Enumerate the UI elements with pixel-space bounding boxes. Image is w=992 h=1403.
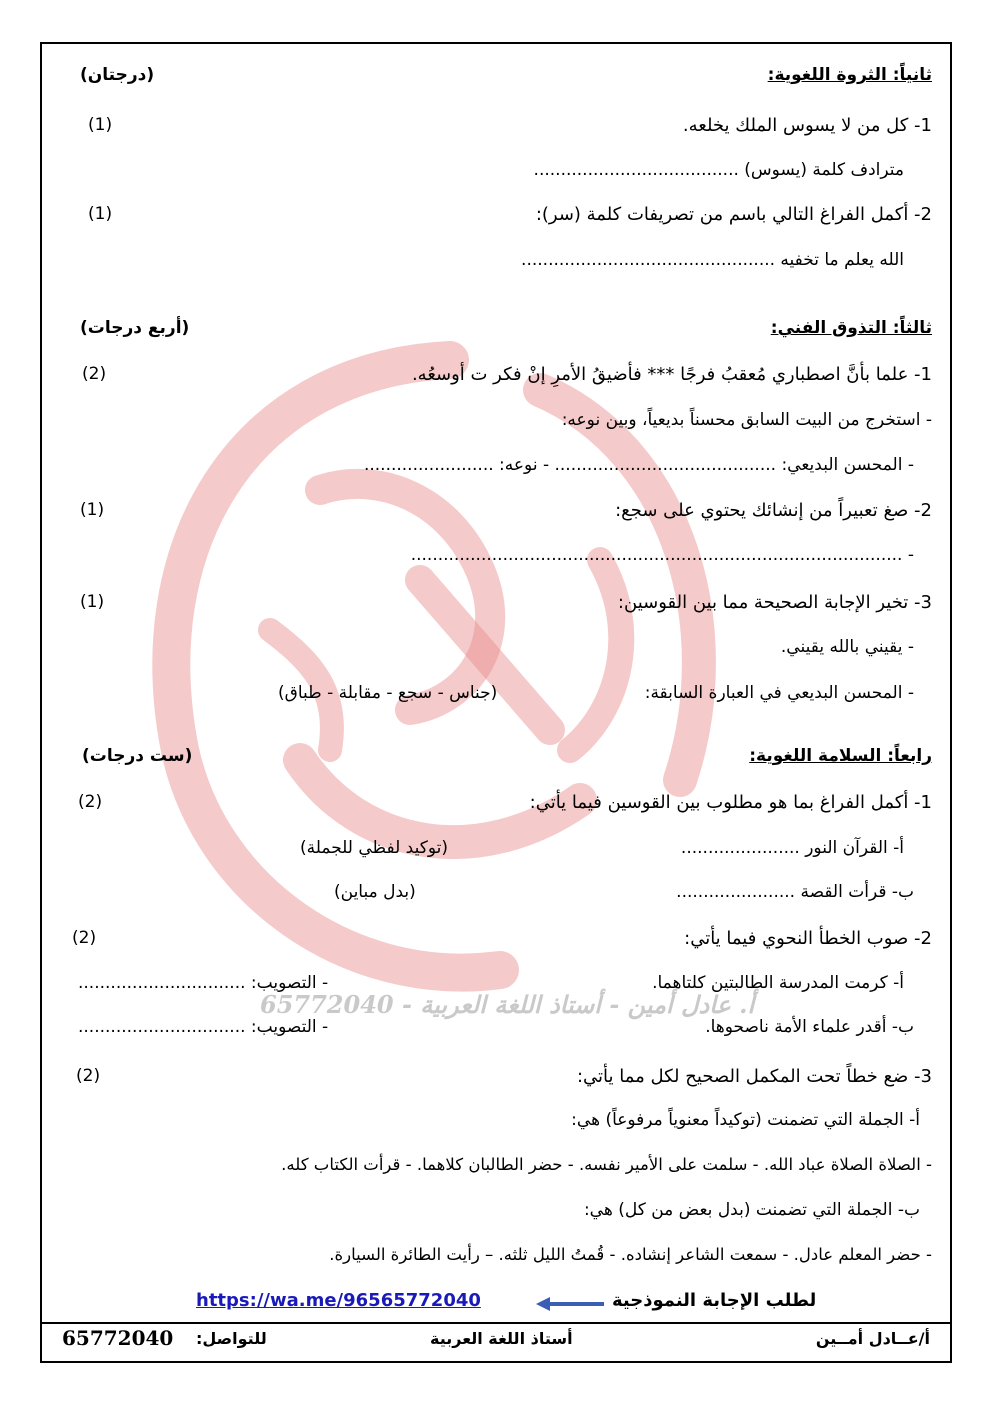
s4-q2-a: أ- كرمت المدرسة الطالبتين كلتاهما. — [652, 973, 904, 993]
s4-q2-b-fix: - التصويب: ............................... — [78, 1017, 329, 1037]
footer-contact-label: للتواصل: — [196, 1329, 267, 1348]
s4-q3-a: أ- الجملة التي تضمنت (توكيداً معنوياً مرفوعاً) هي: — [571, 1110, 920, 1130]
section2-title: ثانياً: الثروة اللغوية: — [767, 65, 932, 85]
s3-q3-options: (جناس - سجع - مقابلة - طباق) — [278, 683, 498, 703]
s3-q1-marks: (2) — [82, 364, 107, 384]
s3-q3-marks: (1) — [80, 592, 105, 612]
whatsapp-link[interactable]: https://wa.me/96565772040 — [196, 1290, 481, 1311]
s3-q3-sub: - يقيني بالله يقيني. — [780, 637, 914, 657]
s4-q2-a-fix: - التصويب: ............................... — [78, 973, 329, 993]
s2-q1-answer: مترادف كلمة (يسوس) ...................................... — [533, 160, 904, 180]
section4-marks: (ست درجات) — [82, 746, 193, 766]
s4-q3-b-options: - حضر المعلم عادل. - سمعت الشاعر إنشاده. - قُمتُ الليل ثلثه. – رأيت الطائرة السيارة. — [329, 1245, 932, 1264]
s3-q1: 1- علما بأنَّ اصطباري مُعقبُ فرجًا *** فأضيقُ الأمرِ إنْ فكر ت أوسعُه. — [411, 364, 932, 385]
s3-q1-sub: - استخرج من البيت السابق محسناً بديعياً، وبين نوعه: — [561, 410, 932, 430]
s4-q3-b: ب- الجملة التي تضمنت (بدل بعض من كل) هي: — [583, 1200, 920, 1220]
watermark-text: أ. عادل أمين - أستاذ اللغة العربية - 65772040 — [260, 990, 755, 1019]
footer-divider — [42, 1322, 950, 1324]
footer-role: أستاذ اللغة العربية — [430, 1329, 573, 1348]
s3-q3: 3- تخير الإجابة الصحيحة مما بين القوسين: — [617, 592, 932, 613]
section3-title: ثالثاً: التذوق الفني: — [770, 318, 932, 338]
footer-name: أ/عــادل أمــين — [815, 1329, 930, 1348]
s3-q2-marks: (1) — [80, 500, 105, 520]
s2-q2-answer: الله يعلم ما تخفيه ............................................... — [521, 250, 904, 270]
s4-q1-b: ب- قرأت القصة ...................... — [676, 882, 914, 902]
s2-q2-marks: (1) — [88, 204, 113, 224]
s4-q2-b: ب- أقدر علماء الأمة ناصحوها. — [705, 1017, 914, 1037]
section2-marks: (درجتان) — [80, 65, 155, 85]
s3-q2-answer: - ........................................................................................... — [410, 545, 914, 565]
s4-q1-a-hint: (توكيد لفظي للجملة) — [300, 838, 448, 858]
footer-phone: 65772040 — [62, 1326, 174, 1350]
s2-q1-marks: (1) — [88, 115, 113, 135]
watermark-calligraphy — [120, 330, 760, 1030]
arrow-left-icon — [536, 1296, 606, 1312]
s3-q1-answer: - المحسن البديعي: ......................................... - نوعه: ........................ — [363, 455, 914, 475]
s4-q2-marks: (2) — [72, 928, 97, 948]
section3-marks: (أربع درجات) — [80, 318, 190, 338]
s3-q3-answer: - المحسن البديعي في العبارة السابقة: — [644, 683, 914, 703]
s4-q3-a-options: - الصلاة الصلاة عباد الله. - سلمت على الأمير نفسه. - حضر الطالبان كلاهما. - قرأت الكتاب كله. — [281, 1155, 932, 1174]
s4-q1-a: أ- القرآن النور ...................... — [680, 838, 904, 858]
s4-q1: 1- أكمل الفراغ بما هو مطلوب بين القوسين فيما يأتي: — [529, 792, 932, 813]
s3-q2: 2- صغ تعبيراً من إنشائك يحتوي على سجع: — [615, 500, 932, 521]
s4-q3-marks: (2) — [76, 1066, 101, 1086]
s4-q3: 3- ضع خطاً تحت المكمل الصحيح لكل مما يأتي: — [576, 1066, 932, 1087]
cta-text: لطلب الإجابة النموذجية — [612, 1290, 817, 1311]
s4-q1-b-hint: (بدل مباين) — [334, 882, 416, 902]
s4-q1-marks: (2) — [78, 792, 103, 812]
s2-q2: 2- أكمل الفراغ التالي باسم من تصريفات كلمة (سر): — [535, 204, 932, 225]
section4-title: رابعاً: السلامة اللغوية: — [749, 746, 932, 766]
s2-q1: 1- كل من لا يسوس الملك يخلعه. — [682, 115, 932, 136]
s4-q2: 2- صوب الخطأ النحوي فيما يأتي: — [684, 928, 932, 949]
